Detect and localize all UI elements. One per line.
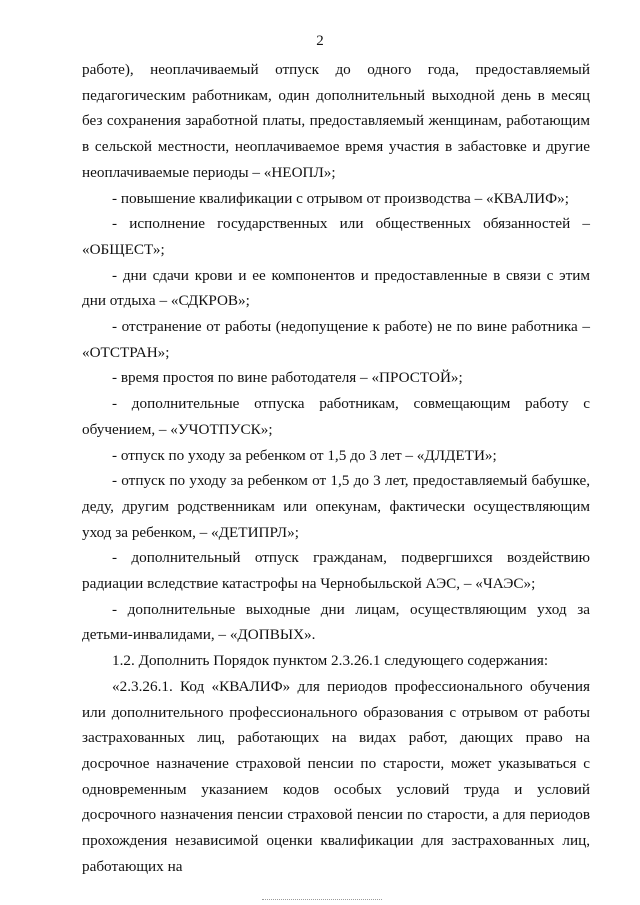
list-item-dopvykh: - дополнительные выходные дни лицам, осуществляющим уход за детьми-инвалидами, – «ДОПВЫХ». (82, 600, 590, 644)
list-item-kvalif: - повышение квалификации с отрывом от производства – «КВАЛИФ»; (112, 189, 569, 207)
bottom-scan-rule (262, 899, 382, 900)
list-item-dldeti: - отпуск по уходу за ребенком от 1,5 до 3 лет – «ДЛДЕТИ»; (112, 446, 497, 464)
paragraph-clause-2-3-26-1: «2.3.26.1. Код «КВАЛИФ» для периодов профессионального обучения или дополнительного профессионального образования с отрывом от работы застрахованных лиц, работающих на видах работ, дающих право на досрочное назначение страховой пенсии по старости, может указываться с одновременным указанием кодов особых условий труда и условий досрочного назначения пенсии страховой пенсии по старости, а для периодов прохождения независимой оценки квалификации для застрахованных лиц, работающих на (82, 677, 590, 875)
paragraph-neopl: работе), неоплачиваемый отпуск до одного года, предоставляемый педагогическим работникам, один дополнительный выходной день в месяц без сохранения заработной платы, предоставляемый женщинам, работающим в сельской местности, неоплачиваемое время участия в забастовке и другие неоплачиваемые периоды – «НЕОПЛ»; (82, 61, 590, 181)
list-item-otstran: - отстранение от работы (недопущение к работе) не по вине работника – «ОТСТРАН»; (82, 318, 590, 361)
document-body (82, 57, 590, 880)
list-item-chaes: - дополнительный отпуск гражданам, подвергшихся воздействию радиации вследствие катастрофы на Чернобыльской АЭС, – «ЧАЭС»; (82, 549, 590, 593)
paragraph-section-1-2: 1.2. Дополнить Порядок пунктом 2.3.26.1 следующего содержания: (112, 652, 549, 670)
list-item-uchotpusk: - дополнительные отпуска работникам, совмещающим работу с обучением, – «УЧОТПУСК»; (82, 395, 590, 438)
list-item-detiprl: - отпуск по уходу за ребенком от 1,5 до 3 лет, предоставляемый бабушке, деду, другим родственникам или опекунам, фактически осуществляющим уход за ребенком, – «ДЕТИПРЛ»; (82, 472, 590, 541)
list-item-prostoy: - время простоя по вине работодателя – «ПРОСТОЙ»; (112, 369, 463, 387)
list-item-sdkrov: - дни сдачи крови и ее компонентов и предоставленные в связи с этим дни отдыха – «СДКРОВ»; (82, 266, 590, 310)
list-item-obshchest: - исполнение государственных или общественных обязанностей – «ОБЩЕСТ»; (82, 215, 590, 258)
page-number: 2 (316, 33, 324, 49)
